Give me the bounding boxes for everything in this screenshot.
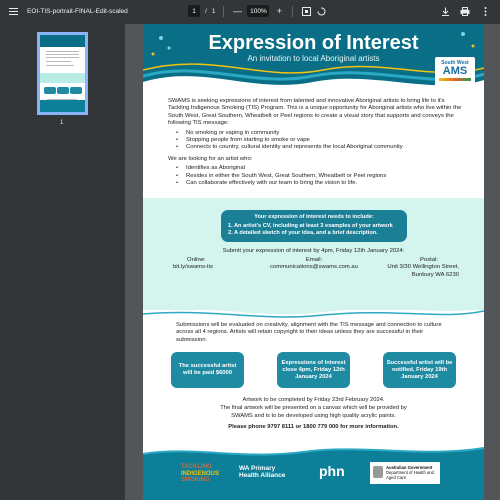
submit-deadline: Submit your expression of interest by 4pm, Friday 12th January 2024: [222,248,405,254]
final-artwork-line-2: SWAMS and is to be developed using high quality acrylic paints. [231,413,396,419]
gov-line-2: Department of Health and Aged Care [386,470,434,480]
postal-line-1: Unit 3/30 Wellington Street, [387,264,459,271]
tis-logo-line-3: SMOKING [181,477,210,483]
wapha-logo [239,466,285,479]
print-icon[interactable] [460,6,470,16]
coat-of-arms-icon [373,466,383,478]
zoom-in-button[interactable]: + [276,5,283,16]
tis-logo-line-1: TACKLING [181,464,212,470]
list-item: • Can collaborate effectively with our team to bring the vision to life. [176,180,463,187]
closing-date-box: Expressions of Interest close 4pm, Friday 12th January 2024 [277,352,350,388]
message-list [168,130,463,152]
payment-box: The successful artist will be paid $6000 [171,352,244,388]
thumbnail-page-number: 1 [60,120,64,126]
page-separator: / [205,7,207,15]
artist-criteria-list [168,165,463,187]
phone-info: Please phone 9797 8111 or 1800 779 000 for more information. [228,424,399,430]
swams-logo [435,57,475,87]
email-address: communications@swams.com.au [270,264,358,271]
online-link: bit.ly/swams-tis [173,264,213,271]
list-item: • Resides in either the South West, Great Southern, Wheatbelt or Peel regions [176,173,463,180]
looking-for-heading: We are looking for an artist who: [168,155,253,162]
poster-header [143,24,484,94]
page-zoom-controls [188,5,326,17]
wapha-logo-line-1: WA Primary [239,465,276,472]
zoom-out-button[interactable]: — [232,5,242,16]
poster-title: Expression of Interest [208,32,419,54]
toolbar-actions [440,6,490,16]
fit-page-icon[interactable] [301,6,311,16]
footer-wave-graphic [143,442,484,462]
toolbar-divider [292,6,293,17]
evaluation-note: Submissions will be evaluated on creativity, alignment with the TIS message and connection to culture across all 4 regions. Artists will retain copyright to their ideas unless they are successful in their submission. [176,322,442,343]
online-label: Online: [187,257,206,263]
toolbar-divider [223,6,224,17]
intro-paragraph: SWAMS is seeking expressions of interest from talented and innovative Aboriginal artists to bring life to it's Tackling Indigenous Smoking (TIS) Program. This is a unique opportunity for Aboriginal artists who live within the South West, Great Southern, Wheatbelt or Peel regions to create a visual story that supports and conveys the following TIS message: [168,98,462,127]
rotate-icon[interactable] [316,6,326,16]
list-item: • Identifies as Aboriginal [176,165,463,172]
final-artwork-line-1: The final artwork will be presented on a canvas which will be provided by [220,405,407,411]
requirements-list [221,223,407,237]
tis-logo-line-2: INDIGENOUS [181,470,220,477]
pdf-toolbar [0,0,500,24]
contact-postal [379,257,459,279]
requirements-box [221,210,407,242]
wapha-logo-line-2: Health Alliance [239,471,286,479]
list-item: 1. An artist's CV, including at least 3 examples of your artwork [228,223,393,229]
thumbnail-sidebar [0,24,125,500]
logo-name-text: AMS [442,65,468,77]
zoom-input[interactable]: 100% [247,5,269,17]
document-title: EOI-TIS-portrait-FINAL-Edit-scaled [27,8,128,15]
email-label: Email: [305,257,323,263]
menu-icon[interactable] [9,6,18,18]
poster-subtitle: An invitation to local Aboriginal artists [247,54,380,63]
download-icon[interactable] [440,6,450,16]
pdf-page [143,24,484,500]
list-item: • Stopping people from starting to smoke or vape [176,137,463,144]
contact-email [254,257,374,272]
page-number-input[interactable]: 1 [188,5,200,17]
page-thumbnail[interactable] [37,32,88,115]
completion-date: Artwork to be completed by Friday 23rd February 2024. [242,397,385,403]
contact-online [173,257,213,272]
list-item: • No smoking or vaping in community [176,130,463,137]
phn-logo: phn [319,463,345,479]
postal-line-2: Bunbury WA 6230 [411,271,459,278]
tis-logo [181,464,219,484]
more-options-icon[interactable] [480,6,490,16]
list-item: • Connects to country, cultural identity and represents the local Aboriginal community [176,144,463,151]
intro-section [168,98,463,187]
logo-region-text: South West [441,60,469,66]
page-total: 1 [211,7,216,15]
list-item: 2. A detailed sketch of your idea, and a brief description. [228,230,378,236]
notification-box: Successful artist will be notified, Friday 19th January 2024 [383,352,456,388]
poster-footer [143,442,484,500]
requirements-heading: Your expression of interest needs to include: [254,214,374,220]
australian-government-logo [370,462,440,484]
postal-label: Postal: [419,257,438,263]
gov-line-1: Australian Government [386,465,433,470]
